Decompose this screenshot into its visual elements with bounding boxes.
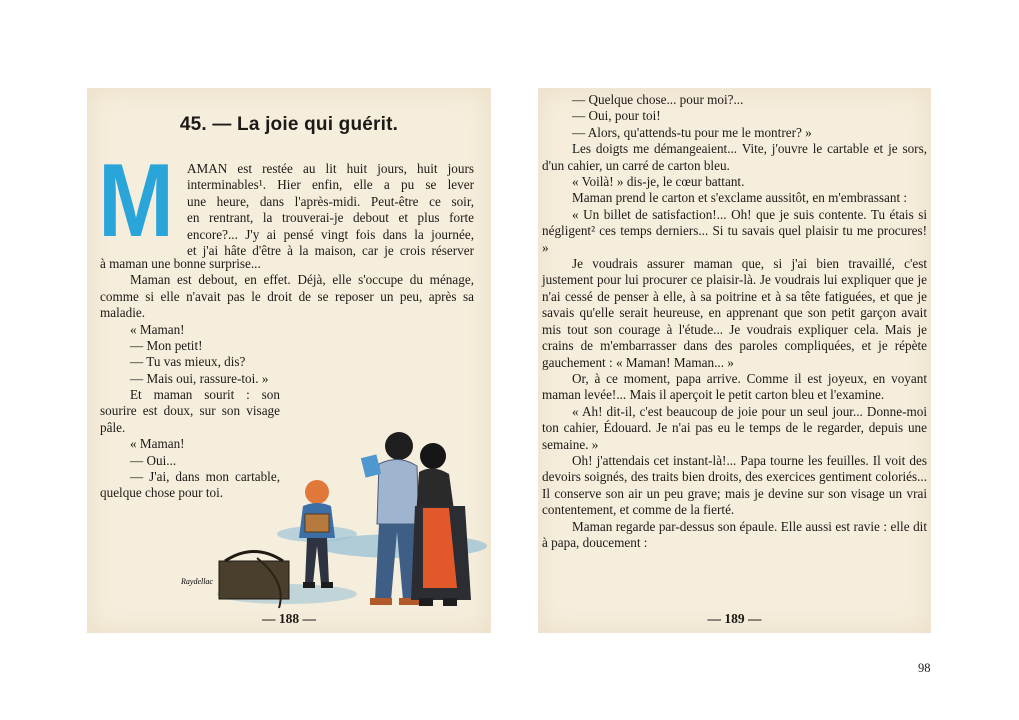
intro-lines	[187, 161, 474, 259]
intro-line: et j'ai hâte d'être à la maison, car je crois réserver	[187, 243, 474, 259]
dialogue-line: — Mais oui, rassure-toi. »	[130, 370, 269, 386]
dialogue-line: — J'ai, dans mon cartable, quelque chose pour toi.	[100, 469, 280, 501]
dialogue-line: « Maman!	[130, 436, 185, 452]
chapter-title: 45. — La joie qui guérit.	[179, 114, 399, 135]
dialogue-line: — Oui, pour toi!	[572, 108, 661, 124]
paragraph: Oh! j'attendais cet instant-là!... Papa tourne les feuilles. Il voit des devoirs soignés, des traits bien droits, des exercices gentiment coloriés... Il conserve son air un peu grave; mais je devine sur son visage un vrai contentement, et comme de la fierté.	[542, 452, 927, 518]
dialogue-line: « Maman!	[130, 321, 185, 337]
paragraph: « Un billet de satisfaction!... Oh! que je suis contente. Tu étais si négligent² ces temps derniers... Si tu savais quel plaisir tu me procures! »	[542, 206, 927, 255]
dropcap-letter	[98, 143, 174, 259]
dialogue-line: — Mon petit!	[130, 338, 203, 354]
dialogue-line: « Voilà! » dis-je, le cœur battant.	[572, 174, 745, 190]
illustration-signature: Raydellac	[181, 577, 213, 586]
paragraph: Maman regarde par-dessus son épaule. Elle aussi est ravie : elle dit à papa, doucement :	[542, 518, 927, 550]
paragraph: Or, à ce moment, papa arrive. Comme il est joyeux, en voyant maman levée!... Mais il aperçoit le petit carton bleu et l'examine.	[542, 370, 927, 403]
intro-line: AMAN est restée au lit huit jours, huit jours	[187, 161, 474, 176]
sheet-number: 98	[918, 661, 931, 675]
book-page-left	[87, 88, 491, 633]
page-number-right: — 189 —	[707, 611, 762, 626]
dialogue-line: — Alors, qu'attends-tu pour me le montrer? »	[572, 124, 812, 140]
paragraph: Et maman sourit : son sourire est doux, sur son visage pâle.	[100, 387, 280, 435]
paragraph: « Ah! dit-il, c'est beaucoup de joie pour un seul jour... Donne-moi ton cahier, Édouard. Je n'ai pas eu le temps de le regarder, depuis une semaine. »	[542, 403, 927, 452]
right-page-text	[542, 92, 927, 551]
paragraph: Maman est debout, en effet. Déjà, elle s'occupe du ménage, comme si elle n'avait pas le droit de se reposer un peu, après sa maladie.	[100, 272, 474, 321]
intro-line: encore?... J'y ai pensé vingt fois dans la journée,	[187, 226, 474, 242]
paragraph: Je voudrais assurer maman que, si j'ai bien travaillé, c'est justement pour lui procurer ce plaisir-là. Je voudrais lui expliquer que je n'ai cessé de penser à elle, à sa poitrine et à sa tête fatiguées, et que je savais qu'elle serait heureuse, en apprenant que son petit garçon avait mis tout son courage à l'étude... Je voudrais expliquer cela. Mais je crains de m'embarrasser dans des paroles compliquées, et je répète gauchement : « Maman! Maman... »	[542, 256, 927, 370]
intro-line: en rentrant, la trouverai-je debout et plus forte	[187, 210, 474, 226]
page-number-left: — 188 —	[262, 611, 316, 626]
paragraph: à maman une bonne surprise...	[100, 256, 261, 271]
paragraph: Maman prend le carton et s'exclame aussitôt, en m'embrassant :	[572, 190, 908, 206]
dialogue-line: — Quelque chose... pour moi?...	[572, 92, 744, 107]
dialogue-line: — Tu vas mieux, dis?	[130, 354, 246, 370]
intro-line: interminables¹. Hier enfin, elle a pu se lever	[187, 177, 474, 193]
intro-line: une heure, dans l'après-midi. Peut-être ce soir,	[187, 193, 474, 209]
paragraph: Les doigts me démangeaient... Vite, j'ouvre le cartable et je sors, d'un cahier, un carré de carton bleu.	[542, 141, 927, 173]
book-page-right	[538, 88, 931, 633]
family-illustration	[167, 356, 487, 616]
svg-text:M: M	[98, 143, 174, 259]
dialogue-line: — Oui...	[130, 452, 177, 468]
